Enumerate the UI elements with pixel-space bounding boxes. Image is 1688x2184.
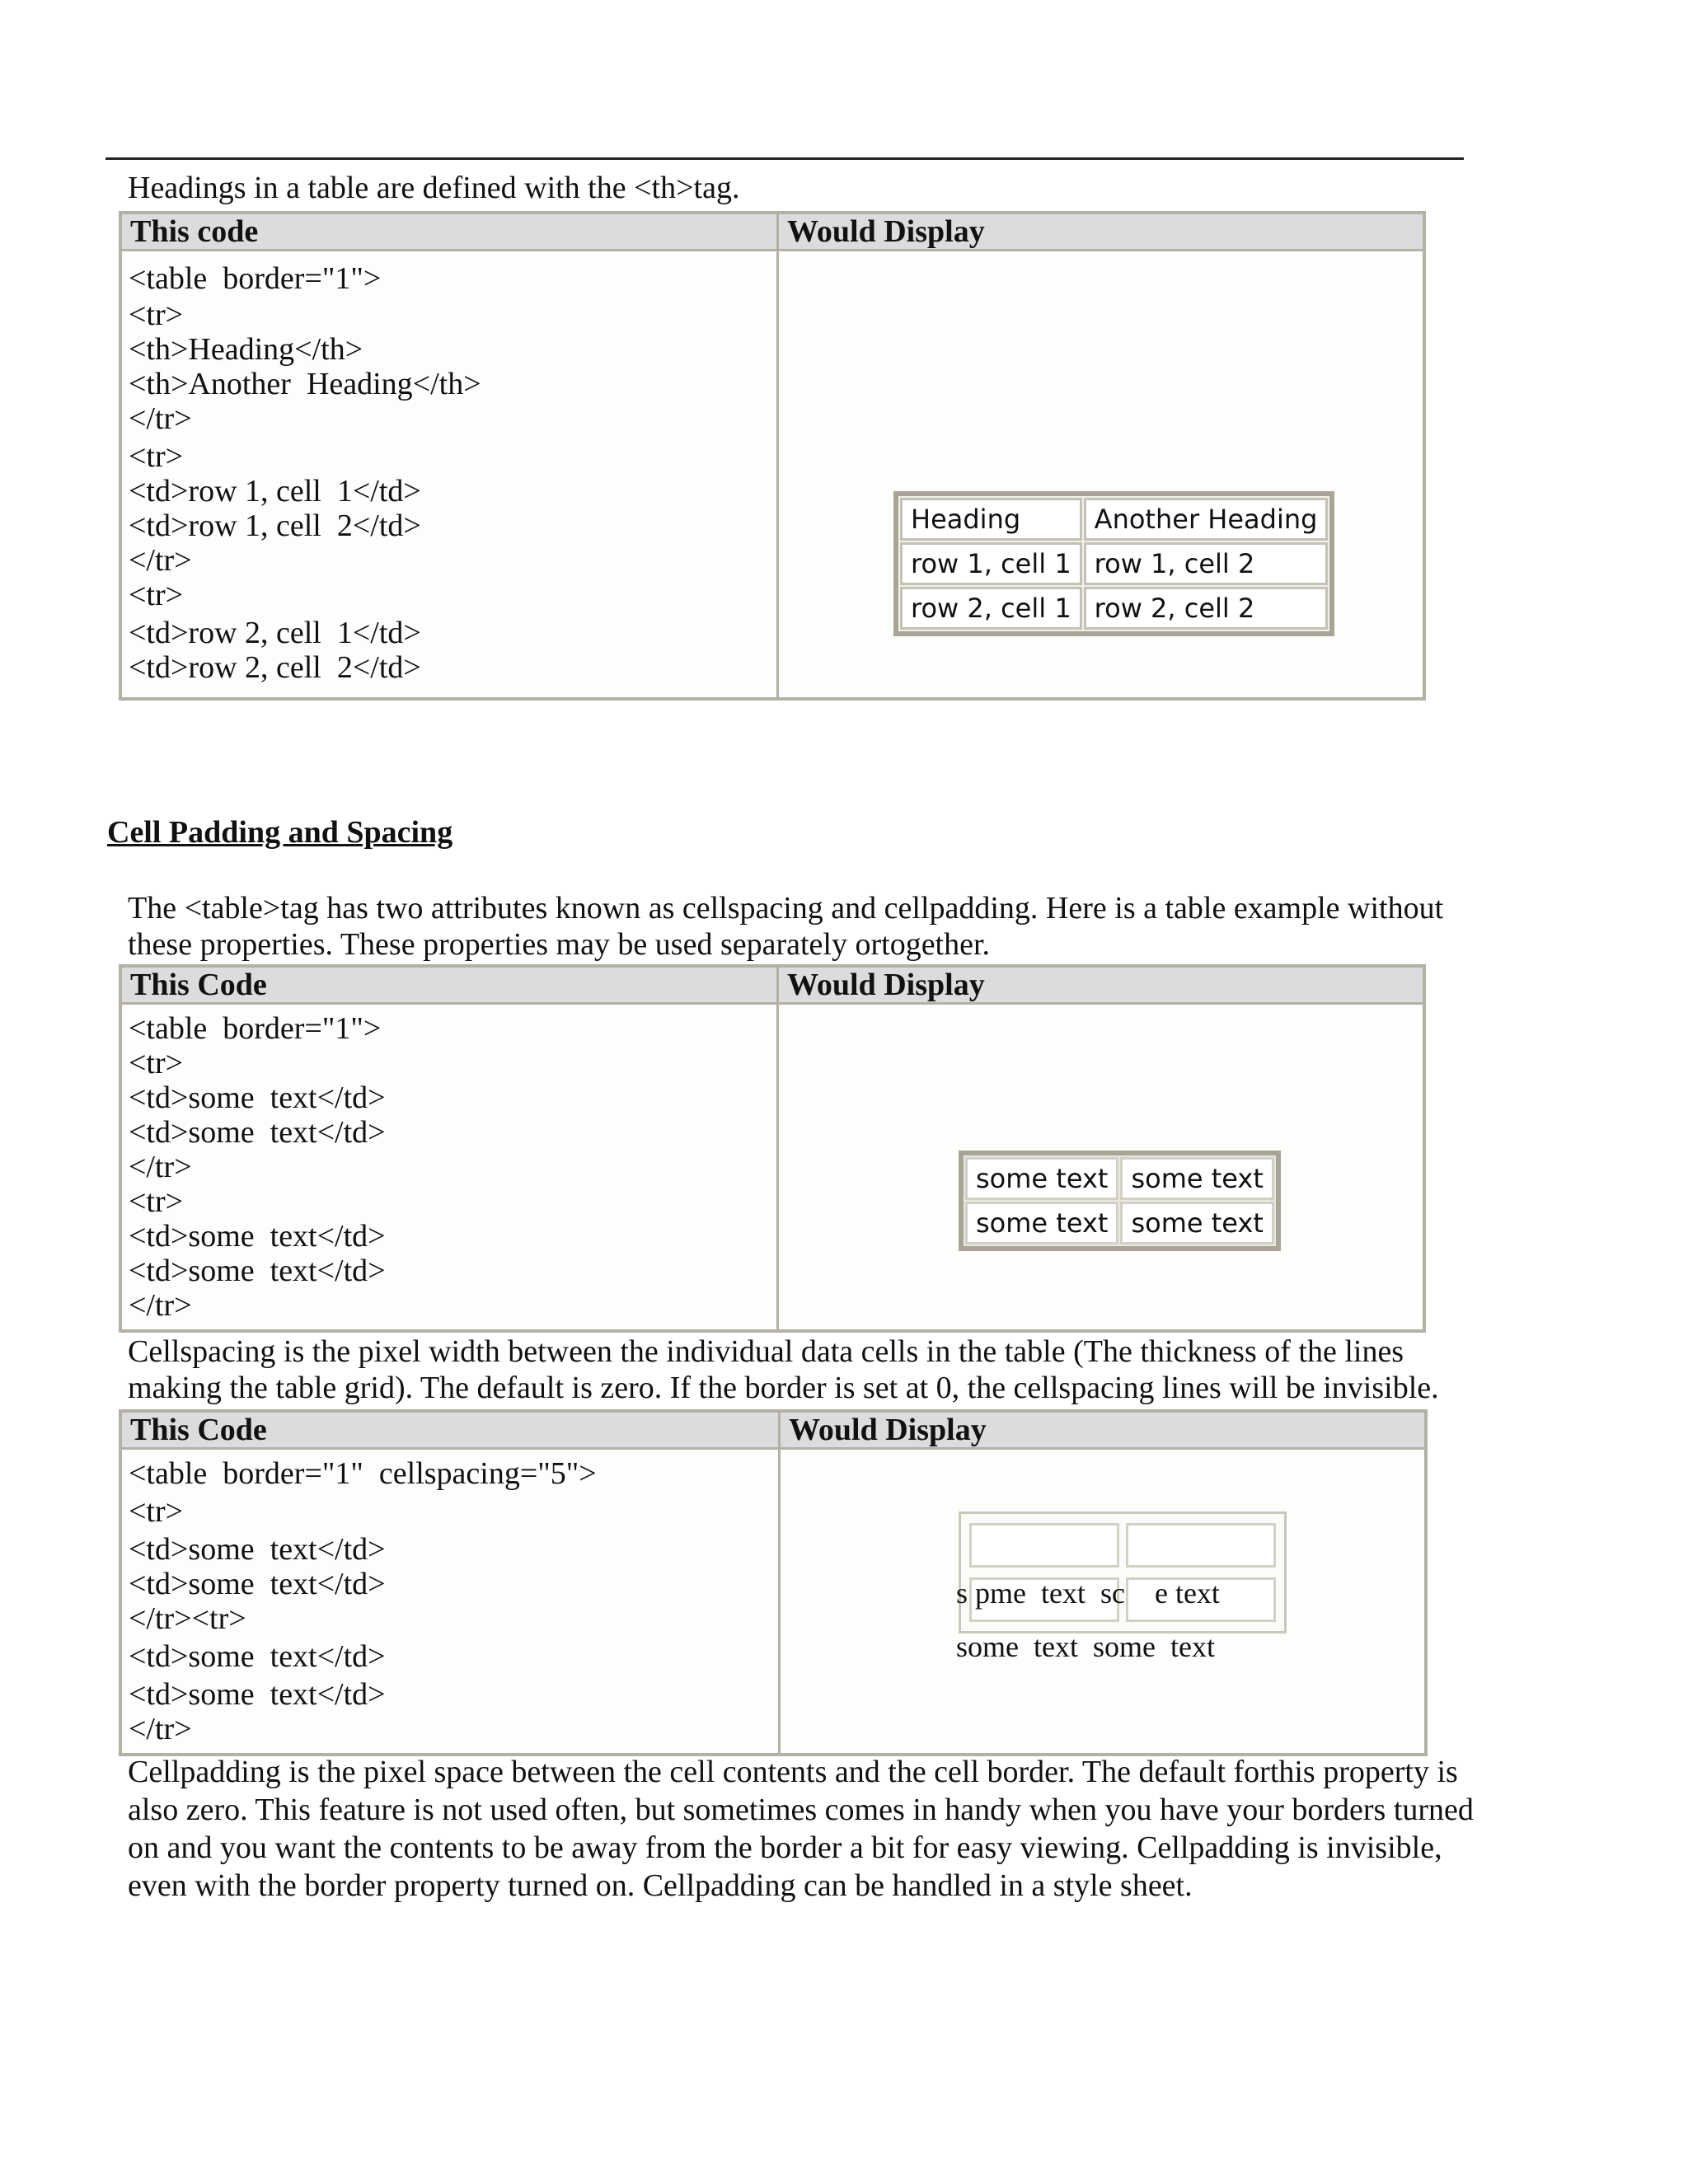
code-line: <td>some text</td> — [129, 1532, 386, 1567]
code-line: <td>some text</td> — [129, 1080, 386, 1115]
paragraph-cellpadding-line2: also zero. This feature is not used often, but sometimes comes in handy when you have your borders turned — [128, 1793, 1474, 1827]
paragraph-cellspacing-line2: making the table grid). The default is zero. If the border is set at 0, the cellspacing lines will be invisible. — [128, 1371, 1439, 1405]
paragraph-cellpadding-line1: Cellpadding is the pixel space between the cell contents and the cell border. The default forthis property is — [128, 1755, 1458, 1789]
code-cell — [120, 1004, 778, 1332]
col-header-display: Would Display — [778, 966, 1425, 1004]
paragraph-cellpadding-line4: even with the border property turned on. Cellpadding can be handled in a style sheet. — [128, 1868, 1193, 1903]
code-cell — [120, 1449, 780, 1755]
paragraph-cellspacing-line1: Cellspacing is the pixel width between the individual data cells in the table (The thickness of the lines — [128, 1334, 1404, 1369]
demo-table-basic — [959, 1151, 1281, 1251]
code-line: </tr> — [129, 1150, 192, 1184]
col-header-code: This Code — [120, 966, 778, 1004]
code-line: <td>some text</td> — [129, 1115, 386, 1150]
code-line: <th>Heading</th> — [129, 332, 363, 367]
code-line: <table border="1" cellspacing="5"> — [129, 1456, 597, 1491]
demo-cell: row 1, cell 2 — [1084, 542, 1329, 585]
example-table-basic — [119, 964, 1426, 1333]
code-line: <th>Another Heading</th> — [129, 367, 481, 401]
demo-cell: some text — [965, 1202, 1118, 1244]
code-line: <td>row 2, cell 1</td> — [129, 616, 421, 650]
paragraph-intro-line2: these properties. These properties may be used separately ortogether. — [128, 927, 991, 962]
col-header-display: Would Display — [778, 213, 1425, 251]
demo-cell: some text — [1120, 1202, 1273, 1244]
code-line: <tr> — [129, 1046, 184, 1080]
demo-cell: some text — [965, 1157, 1118, 1200]
code-line: </tr> — [129, 1288, 192, 1323]
code-line: <td>some text</td> — [129, 1677, 386, 1712]
code-line: <tr> — [129, 298, 184, 332]
top-rule — [106, 157, 1464, 160]
demo-cell: row 2, cell 2 — [1084, 587, 1329, 630]
section-title: Cell Padding and Spacing — [107, 815, 453, 850]
code-line: <td>some text</td> — [129, 1639, 386, 1674]
empty-demo-cell — [1126, 1523, 1276, 1568]
code-line: <td>some text</td> — [129, 1219, 386, 1254]
code-line: <table border="1"> — [129, 1011, 382, 1046]
col-header-display: Would Display — [780, 1411, 1427, 1449]
code-line: <td>row 1, cell 2</td> — [129, 509, 421, 543]
paragraph-cellpadding-line3: on and you want the contents to be away from the border a bit for easy viewing. Cellpadding is invisible, — [128, 1830, 1442, 1865]
code-line: <td>row 2, cell 2</td> — [129, 650, 421, 685]
col-header-code: This Code — [120, 1411, 780, 1449]
code-line: </tr><tr> — [129, 1601, 246, 1636]
code-cell — [120, 251, 778, 700]
code-line: <tr> — [129, 1494, 184, 1529]
intro-text: Headings in a table are defined with the <th>tag. — [128, 171, 740, 205]
paragraph-intro-line1: The <table>tag has two attributes known as cellspacing and cellpadding. Here is a table example without — [128, 891, 1444, 926]
code-line: <td>some text</td> — [129, 1254, 386, 1288]
code-line: </tr> — [129, 401, 192, 436]
code-line: </tr> — [129, 1712, 192, 1746]
demo-table-headings — [893, 491, 1334, 636]
demo-cell: some text — [1120, 1157, 1273, 1200]
code-line: <tr> — [129, 1184, 184, 1219]
demo-cell: row 2, cell 1 — [900, 587, 1082, 630]
code-line: </tr> — [129, 543, 192, 578]
code-line: <tr> — [129, 578, 184, 612]
demo-header: Another Heading — [1084, 498, 1329, 541]
code-line: <td>some text</td> — [129, 1567, 386, 1601]
empty-demo-cell — [969, 1523, 1119, 1568]
col-header-code: This code — [120, 213, 778, 251]
plain-text-row: some text some text — [956, 1630, 1215, 1663]
overlay-text-row: s pme text sc e text — [956, 1577, 1220, 1610]
code-line: <tr> — [129, 439, 184, 474]
code-line: <table border="1"> — [129, 261, 382, 296]
demo-cell: row 1, cell 1 — [900, 542, 1082, 585]
code-line: <td>row 1, cell 1</td> — [129, 474, 421, 509]
demo-header: Heading — [900, 498, 1082, 541]
